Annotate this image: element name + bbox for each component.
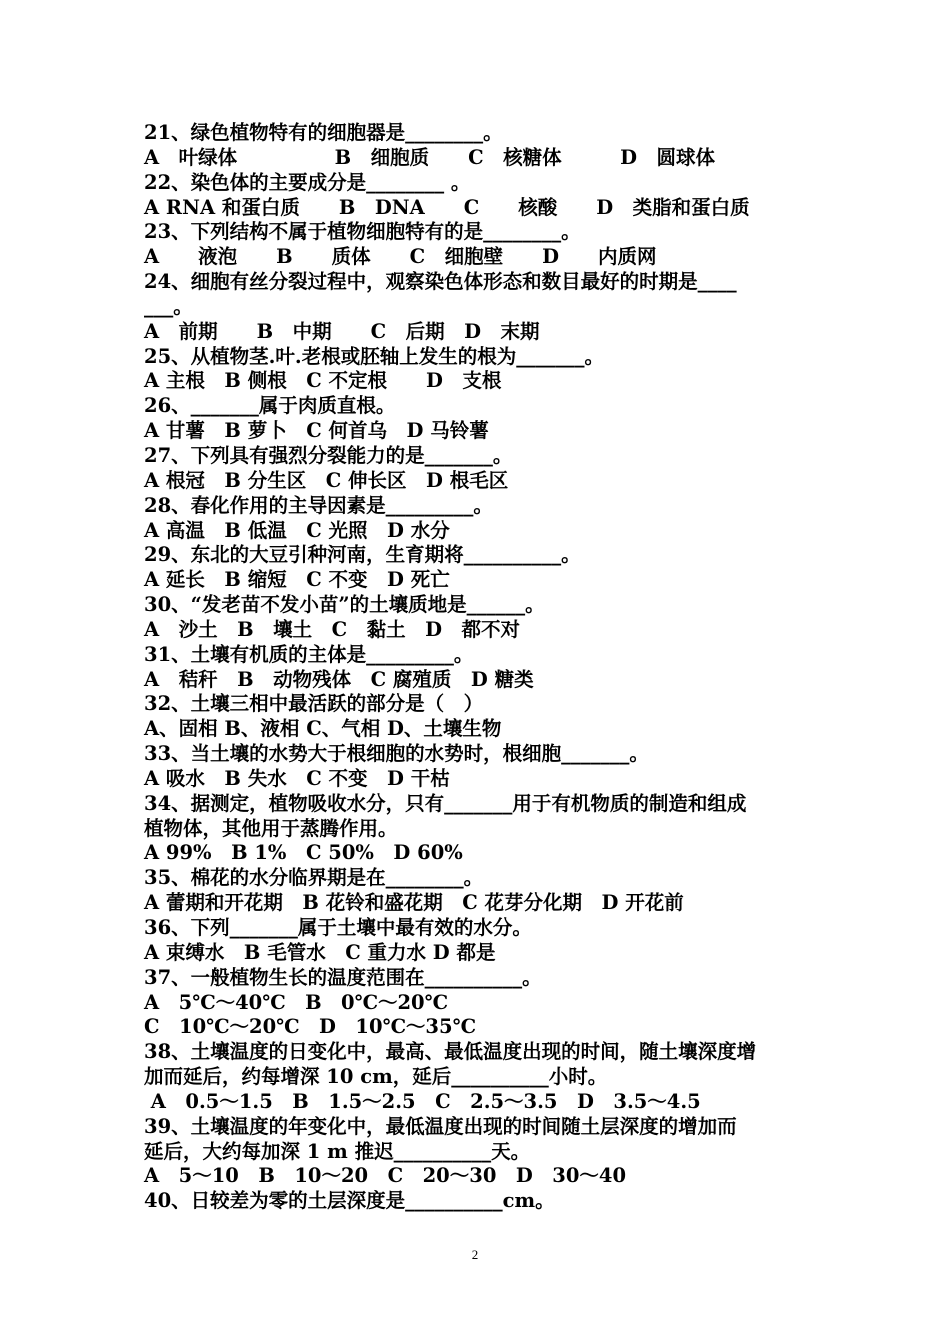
options-30: A 沙土 B 壤土 C 黏土 D 都不对 [144, 617, 521, 641]
question-31: 31、土壤有机质的主体是_________。 [144, 642, 474, 666]
question-34: 34、据测定，植物吸收水分，只有_______用于有机物质的制造和组成 [144, 791, 747, 815]
options-31: A 秸秆 B 动物残体 C 腐殖质 D 糖类 [144, 667, 534, 691]
options-33: A 吸水 B 失水 C 不变 D 干枯 [144, 766, 450, 790]
options-21: A 叶绿体 B 细胞质 C 核糖体 D 圆球体 [144, 145, 716, 169]
question-24: 24、细胞有丝分裂过程中，观察染色体形态和数目最好的时期是____ [144, 270, 737, 294]
options-25: A 主根 B 侧根 C 不定根 D 支根 [144, 369, 502, 393]
question-29: 29、东北的大豆引种河南，生育期将__________。 [144, 543, 581, 567]
question-28: 28、春化作用的主导因素是_________。 [144, 493, 493, 517]
question-35: 35、棉花的水分临界期是在________。 [144, 866, 484, 890]
options-35: A 蕾期和开花期 B 花铃和盛花期 C 花芽分化期 D 开花前 [144, 891, 684, 915]
options-23: A 液泡 B 质体 C 细胞壁 D 内质网 [144, 245, 657, 269]
question-32: 32、土壤三相中最活跃的部分是（ ） [144, 692, 484, 716]
question-39-cont: 延后，大约每加深 1 m 推迟__________天。 [144, 1139, 531, 1163]
exam-questions [144, 121, 824, 1214]
question-36: 36、下列_______属于土壤中最有效的水分。 [144, 916, 532, 939]
question-21: 21、绿色植物特有的细胞器是________。 [144, 121, 503, 144]
options-37-cd: C 10℃～20℃ D 10℃～35℃ [144, 1015, 476, 1039]
options-34: A 99% B 1% C 50% D 60% [144, 841, 463, 865]
options-22: A RNA 和蛋白质 B DNA C 核酸 D 类脂和蛋白质 [144, 195, 750, 219]
question-34-cont: 植物体，其他用于蒸腾作用。 [144, 816, 398, 840]
options-24: A 前期 B 中期 C 后期 D 末期 [144, 319, 540, 343]
question-37: 37、一般植物生长的温度范围在__________。 [144, 965, 542, 989]
question-40: 40、日较差为零的土层深度是__________cm。 [144, 1189, 555, 1213]
question-38: 38、土壤温度的日变化中，最高、最低温度出现的时间，随土壤深度增 [144, 1040, 757, 1064]
options-27: A 根冠 B 分生区 C 伸长区 D 根毛区 [144, 468, 509, 492]
options-36: A 束缚水 B 毛管水 C 重力水 D 都是 [144, 940, 496, 964]
question-25: 25、从植物茎.叶.老根或胚轴上发生的根为_______。 [144, 344, 604, 368]
options-29: A 延长 B 缩短 C 不变 D 死亡 [144, 568, 450, 592]
page-number: 2 [471, 1247, 479, 1262]
question-38-cont: 加而延后，约每增深 10 cm，延后__________小时。 [144, 1065, 608, 1089]
question-26: 26、_______属于肉质直根。 [144, 394, 396, 418]
options-39: A 5～10 B 10～20 C 20～30 D 30～40 [144, 1164, 627, 1188]
question-39: 39、土壤温度的年变化中，最低温度出现的时间随土层深度的增加而 [144, 1114, 737, 1138]
options-38: A 0.5～1.5 B 1.5～2.5 C 2.5～3.5 D 3.5～4.5 [144, 1089, 701, 1113]
options-26: A 甘薯 B 萝卜 C 何首乌 D 马铃薯 [144, 419, 489, 443]
question-27: 27、下列具有强烈分裂能力的是_______。 [144, 443, 513, 467]
question-23: 23、下列结构不属于植物细胞特有的是________。 [144, 220, 581, 244]
question-33: 33、当土壤的水势大于根细胞的水势时，根细胞_______。 [144, 742, 649, 766]
question-24-cont: ___。 [144, 294, 193, 318]
options-32: A、固相 B、液相 C、气相 D、土壤生物 [144, 717, 502, 741]
options-37-ab: A 5℃～40℃ B 0℃～20℃ [144, 990, 448, 1014]
question-22: 22、染色体的主要成分是________ 。 [144, 170, 471, 194]
options-28: A 高温 B 低温 C 光照 D 水分 [144, 518, 450, 542]
question-30: 30、“发老苗不发小苗”的土壤质地是______。 [144, 593, 545, 617]
